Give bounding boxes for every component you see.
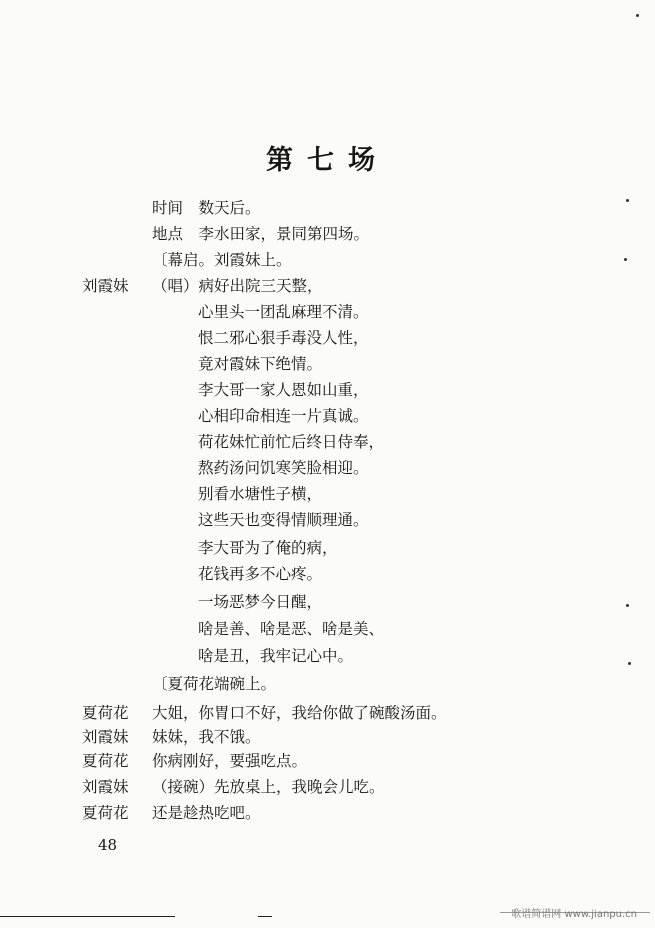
stage-direction: 〔幕启。刘霞妹上。 [152,251,292,269]
scan-speck [628,662,631,665]
dialogue-speaker: 刘霞妹 [82,728,129,746]
scan-speck [624,258,627,261]
song-line: （唱）病好出院三天整， [152,277,323,295]
dialogue-speaker: 夏荷花 [82,752,129,770]
time-line: 时间 数天后。 [152,199,261,217]
song-line: 李大哥为了俺的病， [198,539,338,557]
song-line: 荷花妹忙前忙后终日侍奉， [198,433,385,451]
scan-speck [636,14,639,17]
scan-speck [626,604,629,607]
song-line: 恨二邪心狠手毒没人性， [198,329,369,347]
song-line: 这些天也变得情顺理通。 [198,511,369,529]
song-line: 心相印命相连一片真诚。 [198,407,369,425]
dialogue-text: 你病刚好，要强吃点。 [152,752,308,770]
dialogue-speaker: 夏荷花 [82,704,129,722]
dialogue-text: （接碗）先放桌上，我晚会儿吃。 [152,778,385,796]
song-speaker: 刘霞妹 [82,277,129,295]
dialogue-text: 还是趁热吃吧。 [152,804,261,822]
dialogue-text: 妹妹，我不饿。 [152,728,261,746]
stage-direction: 〔夏荷花端碗上。 [152,675,277,693]
song-line: 心里头一团乱麻理不清。 [198,303,369,321]
song-line: 一场恶梦今日醒， [198,593,323,611]
scan-edge-line [258,916,272,917]
song-line: 竟对霞妹下绝情。 [198,355,323,373]
watermark: 歌谱简谱网 www.jianpu.cn [511,909,637,920]
dialogue-speaker: 刘霞妹 [82,778,129,796]
song-line: 花钱再多不心疼。 [198,565,323,583]
page-number: 48 [98,836,118,854]
song-line: 别看水塘性子横， [198,485,323,503]
dialogue-text: 大姐，你胃口不好，我给你做了碗酸汤面。 [152,704,447,722]
song-line: 啥是丑，我牢记心中。 [198,647,354,665]
place-line: 地点 李水田家，景同第四场。 [152,225,370,243]
scene-title: 第七场 [266,145,389,176]
song-line: 熬药汤问饥寒笑脸相迎。 [198,459,369,477]
dialogue-speaker: 夏荷花 [82,804,129,822]
scan-speck [626,199,629,202]
scan-edge-line [0,916,175,917]
song-line: 李大哥一家人恩如山重， [198,381,369,399]
song-line: 啥是善、啥是恶、啥是美、 [198,620,385,638]
